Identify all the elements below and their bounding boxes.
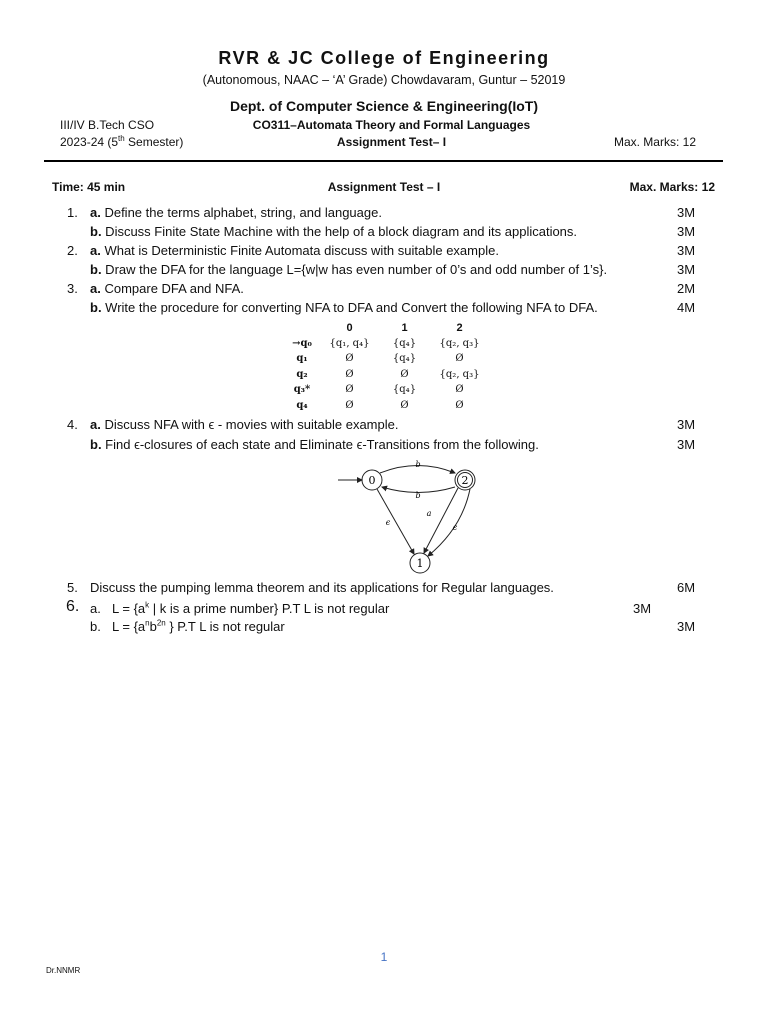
edge-label: a bbox=[426, 509, 432, 518]
state-cell: q₁ bbox=[296, 353, 308, 365]
college-name: RVR & JC College of Engineering bbox=[218, 48, 550, 68]
transition-cell: Ø bbox=[455, 384, 464, 396]
edge-label: b bbox=[415, 491, 421, 500]
table-row bbox=[282, 398, 487, 414]
question-number: 4. bbox=[67, 417, 78, 432]
table-header-cell: 0 bbox=[346, 321, 353, 334]
marks: 4M bbox=[677, 300, 696, 315]
state-label: 1 bbox=[416, 557, 424, 570]
question-number: 1. bbox=[67, 205, 78, 220]
state-label: 2 bbox=[461, 474, 469, 487]
transition-cell: Ø bbox=[345, 368, 354, 380]
marks: 3M bbox=[677, 243, 696, 258]
transition-cell: Ø bbox=[400, 399, 409, 411]
state-cell: q₄ bbox=[296, 399, 308, 411]
question-3b: b. Write the procedure for converting NFA to DFA and Convert the following NFA to DFA. bbox=[90, 300, 598, 315]
marks: 3M bbox=[677, 224, 696, 239]
transition-cell: {q₁, q₄} bbox=[329, 337, 370, 349]
question-6b: $L = \{a^nb^{2n}$ } P.T L is not regular bbox=[112, 618, 285, 634]
table-row bbox=[282, 382, 487, 398]
class-name: III/IV B.Tech CSO bbox=[60, 118, 155, 132]
table-header-row bbox=[282, 320, 487, 336]
question-4b: b. Find ϵ-closures of each state and Eliminate ϵ-Transitions from the following. bbox=[90, 437, 539, 452]
header-divider bbox=[44, 160, 723, 162]
college-address: (Autonomous, NAAC – ‘A’ Grade) Chowdavaram, Guntur – 52019 bbox=[202, 73, 566, 87]
marks: 2M bbox=[677, 281, 696, 296]
table-row bbox=[282, 336, 487, 352]
transition-cell: {q₂, q₃} bbox=[439, 368, 480, 380]
transition-cell: Ø bbox=[345, 399, 354, 411]
transition-edge bbox=[428, 489, 470, 556]
department-name: Dept. of Computer Science & Engineering(IoT) bbox=[229, 98, 539, 114]
question-5: Discuss the pumping lemma theorem and its applications for Regular languages. bbox=[90, 580, 554, 595]
marks: 3M bbox=[677, 619, 696, 634]
state-label: 0 bbox=[368, 474, 376, 487]
nfa-transition-table bbox=[282, 320, 487, 413]
max-marks-label: Max. Marks: 12 bbox=[629, 180, 715, 194]
question-4a: a. Discuss NFA with ϵ - movies with suitable example. bbox=[90, 417, 399, 432]
question-1a: a. Define the terms alphabet, string, and language. bbox=[90, 205, 382, 220]
assignment-test-label: Assignment Test – I bbox=[327, 180, 441, 194]
question-6a: $L = \{a^k$ | k is a prime number} P.T L is not regular bbox=[112, 600, 390, 616]
question-number: 2. bbox=[67, 243, 78, 258]
table-header-cell bbox=[282, 320, 322, 336]
marks: 6M bbox=[677, 580, 696, 595]
edge-label: ϵ bbox=[452, 523, 458, 532]
state-cell: q₃* bbox=[293, 384, 311, 396]
marks: 3M bbox=[677, 205, 696, 220]
transition-cell: {q₂, q₃} bbox=[439, 337, 480, 349]
page-number: 1 bbox=[380, 950, 388, 964]
question-number: 3. bbox=[67, 281, 78, 296]
question-number: 6. bbox=[66, 598, 80, 615]
header-max-marks: Max. Marks: 12 bbox=[613, 135, 696, 149]
transition-edge bbox=[377, 489, 414, 554]
state-cell: q₂ bbox=[296, 368, 308, 380]
question-number: 5. bbox=[67, 580, 78, 595]
course-title: CO311–Automata Theory and Formal Languages bbox=[252, 118, 531, 132]
question-6b-label: b. bbox=[90, 619, 101, 634]
transition-cell: {q₄} bbox=[392, 337, 417, 349]
marks: 3M bbox=[677, 417, 696, 432]
transition-cell: {q₄} bbox=[392, 384, 417, 396]
question-2b: b. Draw the DFA for the language L={w|w has even number of 0’s and odd number of 1’s}. bbox=[90, 262, 608, 277]
academic-year: 2023-24 (5th Semester) bbox=[60, 134, 184, 149]
transition-cell: Ø bbox=[400, 368, 409, 380]
marks: 3M bbox=[633, 601, 652, 616]
table-row bbox=[282, 367, 487, 383]
transition-cell: Ø bbox=[345, 384, 354, 396]
test-title: Assignment Test– I bbox=[336, 135, 447, 149]
transition-cell: Ø bbox=[455, 353, 464, 365]
table-row bbox=[282, 351, 487, 367]
edge-label: b bbox=[415, 460, 421, 469]
question-6a-label: a. bbox=[90, 601, 101, 616]
question-1b: b. Discuss Finite State Machine with the help of a block diagram and its applications. bbox=[90, 224, 578, 239]
marks: 3M bbox=[677, 262, 696, 277]
question-3a: a. Compare DFA and NFA. bbox=[90, 281, 244, 296]
transition-cell: {q₄} bbox=[392, 353, 417, 365]
table-header-cell: 2 bbox=[456, 321, 463, 334]
footer-author: Dr.NNMR bbox=[46, 966, 81, 975]
time-label: Time: 45 min bbox=[52, 180, 126, 194]
transition-cell: Ø bbox=[455, 399, 464, 411]
transition-cell: Ø bbox=[345, 353, 354, 365]
state-cell: →q₀ bbox=[292, 337, 312, 349]
marks: 3M bbox=[677, 437, 696, 452]
edge-label: ϵ bbox=[385, 518, 391, 527]
epsilon-nfa-diagram bbox=[330, 458, 490, 578]
table-header-cell: 1 bbox=[401, 321, 408, 334]
question-2a: a. What is Deterministic Finite Automata discuss with suitable example. bbox=[90, 243, 499, 258]
